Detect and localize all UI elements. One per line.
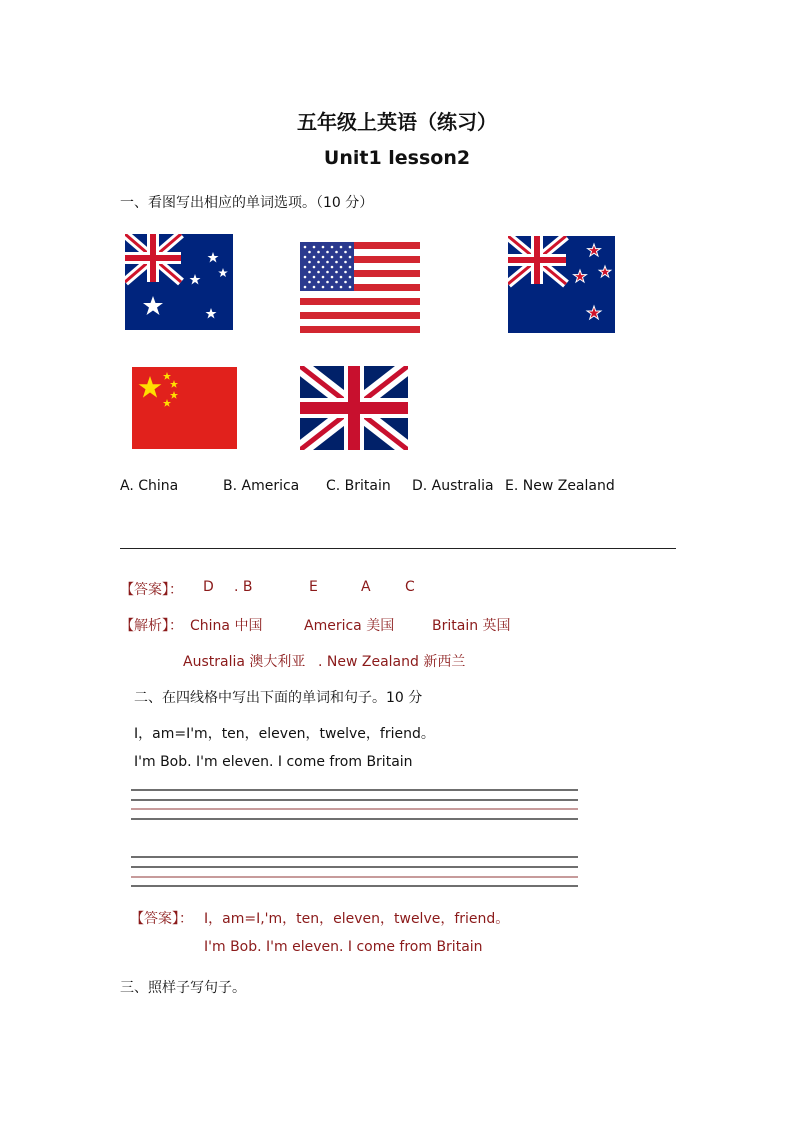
china-flag [132, 367, 237, 449]
usa-flag [300, 242, 420, 334]
page-subtitle: Unit1 lesson2 [323, 147, 471, 169]
section1-heading: 一、看图写出相应的单词选项。（10 分） [120, 195, 374, 211]
answer2-sentence: I'm Bob. I'm eleven. I come from Britain [204, 939, 483, 955]
answer2-words: I，am=I,'m，ten，eleven，twelve，friend。 [204, 911, 510, 927]
explain-item: Britain 英国 [432, 618, 511, 634]
section2-heading: 二、在四线格中写出下面的单词和句子。10 分 [134, 690, 423, 706]
new-zealand-flag [508, 236, 615, 333]
answer1-item: A [361, 579, 371, 595]
grid-line [131, 789, 578, 791]
explain-label: 【解析】： [120, 618, 183, 634]
uk-flag [300, 366, 408, 450]
explain-item: . New Zealand 新西兰 [318, 654, 466, 670]
explain-item: Australia 澳大利亚 [183, 654, 306, 670]
grid-line [131, 818, 578, 820]
option-b: B. America [223, 478, 300, 494]
section2-words: I，am=I'm，ten，eleven，twelve，friend。 [134, 726, 435, 742]
option-a: A. China [120, 478, 179, 494]
option-c: C. Britain [326, 478, 391, 494]
option-d: D. Australia [412, 478, 494, 494]
section2-sentence: I'm Bob. I'm eleven. I come from Britain [134, 754, 413, 770]
grid-line [131, 808, 578, 810]
grid-line [131, 885, 578, 887]
answer1-item: . B [234, 579, 253, 595]
grid-line [131, 876, 578, 878]
grid-line [131, 799, 578, 801]
answer1-label: 【答案】： [120, 582, 183, 598]
australia-flag [125, 234, 233, 330]
option-e: E. New Zealand [505, 478, 615, 494]
answer2-label: 【答案】： [130, 911, 193, 927]
explain-item: America 美国 [304, 618, 395, 634]
divider [120, 548, 676, 549]
section3-heading: 三、照样子写句子。 [120, 980, 246, 996]
grid-line [131, 866, 578, 868]
grid-line [131, 856, 578, 858]
explain-item: China 中国 [190, 618, 263, 634]
answer1-item: C [405, 579, 415, 595]
answer1-item: D [203, 579, 214, 595]
page-title: 五年级上英语（练习） [297, 110, 497, 134]
answer1-item: E [309, 579, 318, 595]
